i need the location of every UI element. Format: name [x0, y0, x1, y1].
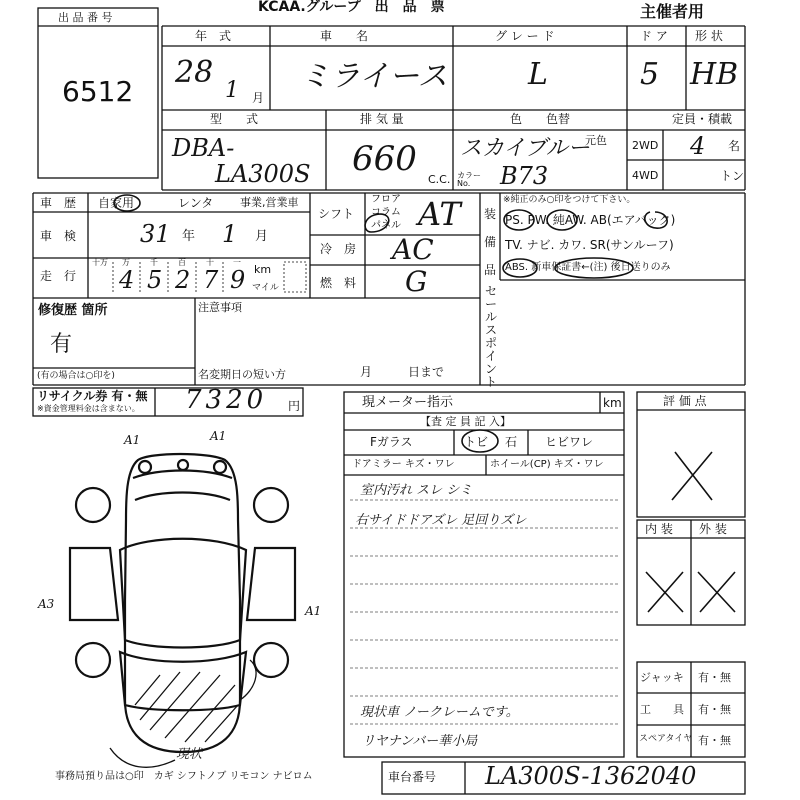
color-label: 色 色替: [510, 112, 571, 126]
spare-label: スペアタイヤ: [639, 734, 693, 744]
original-color-label: 元色: [585, 134, 607, 147]
km-unit: km: [254, 263, 272, 276]
cc-unit: C.C.: [428, 173, 451, 186]
mileage-digit: 2: [175, 266, 191, 294]
meter-label: 現メーター指示: [362, 395, 454, 410]
car-name-value: ミライース: [300, 59, 448, 94]
glass-label: Fガラス: [370, 435, 413, 449]
shift-option-floor: フロア: [371, 194, 401, 205]
digit-label: 十: [206, 258, 214, 267]
digit-label: 一: [233, 258, 241, 267]
jack-label: ジャッキ: [640, 671, 684, 684]
exhibit-number-label: 出 品 番 号: [58, 11, 113, 24]
shift-option-panel: パネル: [371, 220, 401, 231]
meter-km-unit: km: [603, 396, 622, 410]
repair-note: (有の場合は○印を): [37, 371, 115, 381]
diagram-annotation: 現状: [176, 747, 203, 762]
keys-note: 事務局預り品は○印 カギ シフトノブ リモコン ナビロム: [55, 771, 313, 782]
inspection-note-line: 現状車 ノークレームです。: [360, 705, 519, 720]
aircon-value: AC: [392, 233, 434, 266]
inspection-label: 車 検: [40, 229, 77, 243]
digit-label: 万: [122, 258, 130, 267]
inspection-note-line: 右サイドドアズレ 足回りズレ: [355, 513, 527, 528]
repair-label: 修復歴 箇所: [38, 303, 108, 318]
recycle-value: 7320: [185, 385, 268, 415]
month-value: 1: [225, 78, 239, 103]
equipment-note: ※純正のみ○印をつけて下さい。: [503, 195, 636, 205]
exhibit-number: 6512: [62, 75, 134, 108]
damage-mark: A1: [210, 429, 227, 443]
chip-label: トビ: [464, 435, 489, 449]
seats-value: 4: [690, 132, 706, 160]
mileage-digit: 4: [119, 266, 135, 294]
year-label: 年 式: [195, 29, 232, 43]
car-name-label: 車 名: [320, 29, 369, 43]
shape-value: HB: [690, 57, 739, 92]
drive-2wd-label: 2WD: [632, 139, 659, 152]
displacement-label: 排 気 量: [360, 112, 404, 126]
inspection-month-unit: 月: [255, 229, 269, 244]
mirror-label: ドアミラー キズ・ワレ: [352, 459, 455, 470]
year-value: 28: [175, 55, 214, 90]
organizer-label: 主催者用: [640, 2, 705, 21]
shift-value: AT: [418, 195, 461, 233]
exterior-label: 外 装: [699, 522, 727, 536]
color-no-label: カラー No.: [457, 171, 481, 188]
wheel-label: ホイール(CP) キズ・ワレ: [490, 459, 604, 470]
spare-yes-no: 有・無: [698, 734, 731, 747]
checker-label: 【査 定 員 記 入】: [420, 415, 511, 428]
sales-point-label: セールスポイント: [485, 284, 498, 389]
chassis-label: 車台番号: [388, 770, 437, 784]
capacity-label: 定員・積載: [672, 112, 733, 126]
seats-unit: 名: [728, 139, 741, 153]
inspection-year-unit: 年: [182, 229, 196, 244]
recycle-label: リサイクル券 有・無: [37, 389, 148, 403]
shape-label: 形 状: [695, 29, 723, 43]
inspection-note-line: 室内汚れ スレ シミ: [360, 483, 473, 498]
interior-label: 内 装: [645, 522, 673, 536]
history-label: 車 歴: [40, 196, 77, 210]
model-label: 型 式: [210, 112, 259, 126]
doors-value: 5: [640, 57, 660, 92]
model-value-line1: DBA-: [172, 134, 235, 162]
shift-option-column: コラム: [371, 207, 401, 218]
mileage-digit: 5: [147, 266, 163, 294]
grade-label: グ レ ー ド: [495, 29, 555, 43]
score-label: 評 価 点: [663, 394, 707, 408]
mileage-digit: 7: [203, 266, 219, 294]
history-option-business: 事業,営業車: [240, 196, 299, 209]
car-diagram: [70, 454, 295, 752]
grade-value: L: [528, 57, 548, 92]
chassis-value: LA300S-1362040: [485, 762, 697, 790]
sheet-title: KCAA.グループ 出 品 票: [258, 0, 445, 15]
fuel-label: 燃 料: [320, 276, 357, 290]
inspection-year: 31: [140, 220, 171, 248]
shift-label: シフト: [318, 207, 355, 221]
tools-label: 工 具: [640, 703, 684, 716]
short-term-month-unit: 月: [360, 365, 373, 379]
displacement-value: 660: [352, 139, 417, 179]
mileage-digit: 9: [230, 266, 246, 294]
notes-label: 注意事項: [198, 301, 242, 314]
mile-unit: マイル: [252, 283, 279, 293]
digit-label: 百: [178, 258, 186, 267]
jack-yes-no: 有・無: [698, 671, 731, 684]
crack-label: ヒビワレ: [545, 435, 594, 449]
month-unit: 月: [252, 91, 265, 105]
damage-mark: A3: [38, 597, 55, 611]
color-value: スカイブルー: [460, 136, 590, 161]
short-term-label: 名変期日の短い方: [198, 368, 286, 381]
load-unit: トン: [720, 169, 745, 183]
damage-mark: A1: [305, 604, 322, 618]
digit-label: 千: [150, 258, 158, 267]
damage-mark: A1: [124, 433, 141, 447]
mileage-label: 走 行: [40, 269, 77, 283]
inspection-month: 1: [222, 220, 238, 248]
recycle-yen: 円: [288, 399, 301, 413]
recycle-note: ※資金管理料金は含まない。: [37, 404, 140, 413]
drive-4wd-label: 4WD: [632, 169, 659, 182]
tools-yes-no: 有・無: [698, 703, 731, 716]
doors-label: ド ア: [640, 29, 668, 43]
history-option-rental: レンタ: [178, 196, 214, 210]
fuel-value: G: [405, 265, 428, 298]
model-value-line2: LA300S: [215, 160, 311, 188]
repair-value: 有: [50, 332, 73, 357]
equipment-line2: TV. ナビ. カワ. SR(サンルーフ): [505, 238, 674, 252]
short-term-day-unit: 日まで: [408, 365, 445, 379]
stone-label: 石: [505, 435, 518, 449]
inspection-note-line: リヤナンバー華小局: [362, 734, 478, 749]
aircon-label: 冷 房: [320, 242, 357, 256]
digit-label: 十万: [92, 258, 108, 267]
equipment-line3: ABS. 新車保証書←(注) 後日送りのみ: [505, 262, 671, 273]
equipment-line1: PS. PW. 純AW. AB(エアバック): [505, 213, 676, 227]
color-no-value: B73: [500, 162, 549, 190]
equipment-label: 装備品: [484, 207, 497, 277]
history-option-private: 自家用: [98, 196, 135, 210]
